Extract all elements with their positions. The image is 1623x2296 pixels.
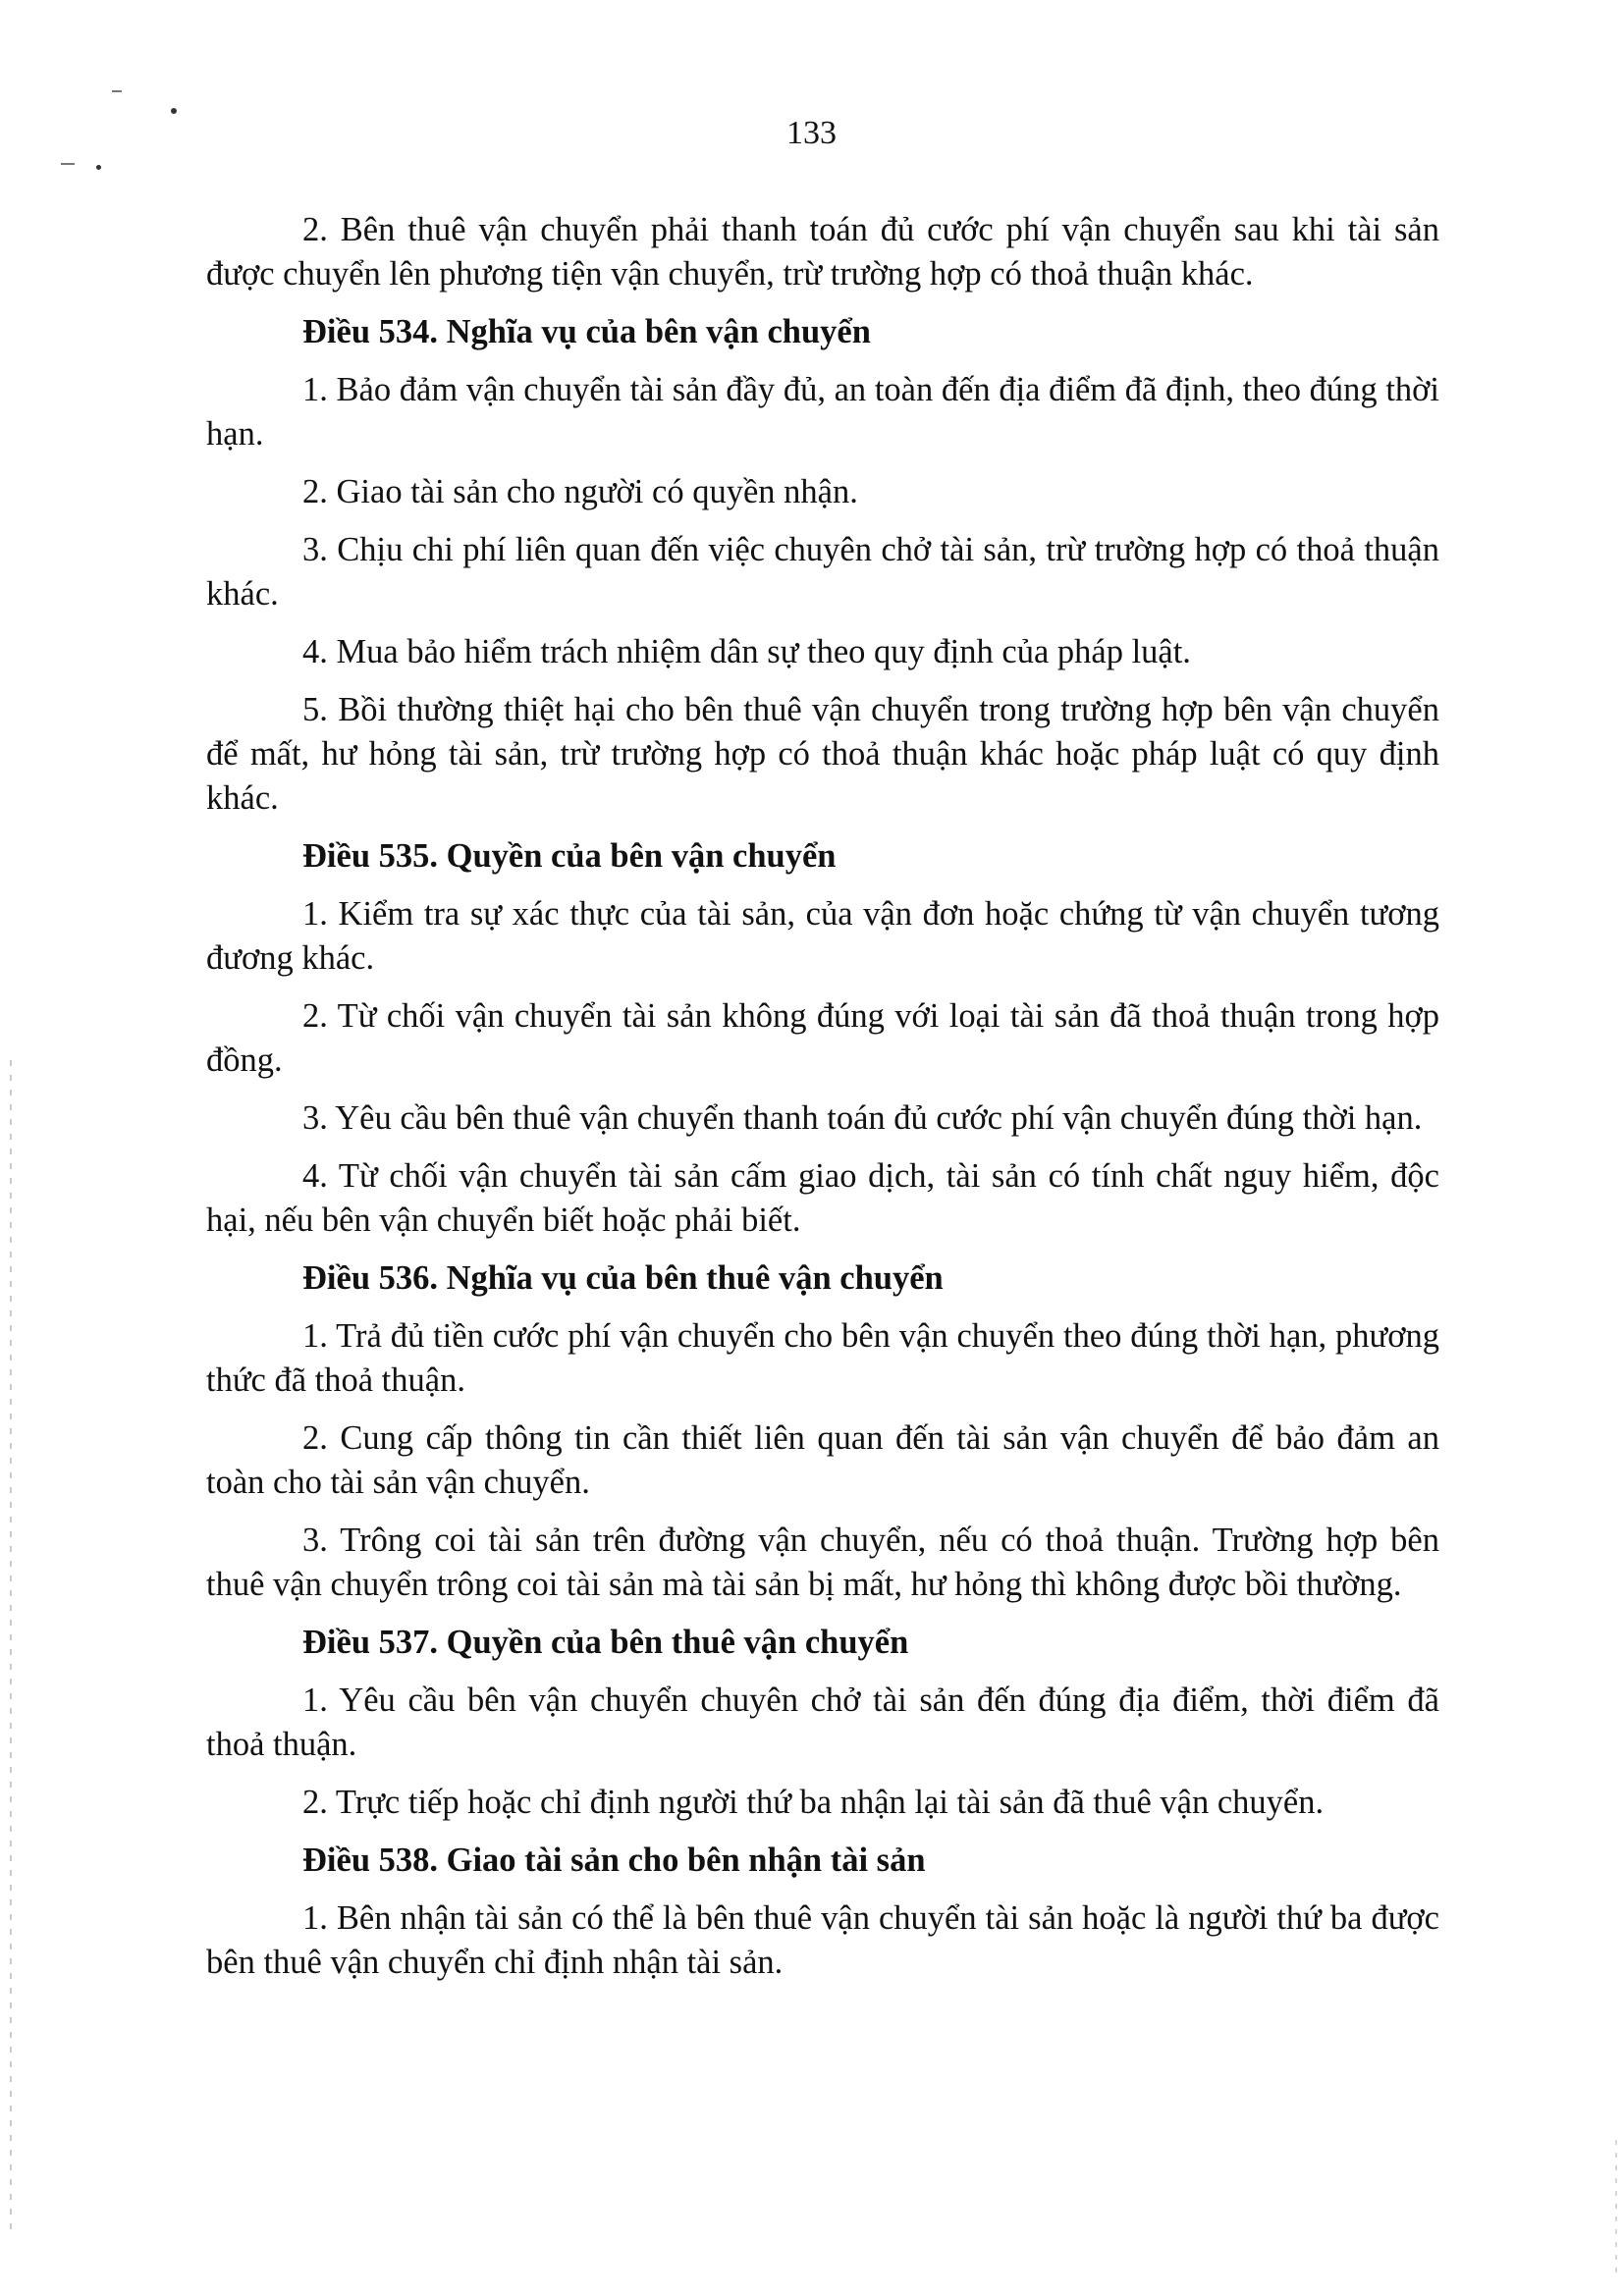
document-body	[206, 208, 1439, 1999]
paragraph: 3. Chịu chi phí liên quan đến việc chuyên chở tài sản, trừ trường hợp có thoả thuận khác.	[206, 531, 1439, 613]
article-heading: Điều 538. Giao tài sản cho bên nhận tài sản	[302, 1842, 926, 1879]
paragraph: 1. Bên nhận tài sản có thể là bên thuê vận chuyển tài sản hoặc là người thứ ba được bên thuê vận chuyển chỉ định nhận tài sản.	[206, 1899, 1439, 1981]
scan-mark	[61, 163, 75, 165]
paragraph: 2. Bên thuê vận chuyển phải thanh toán đủ cước phí vận chuyển sau khi tài sản được chuyển lên phương tiện vận chuyển, trừ trường hợp có thoả thuận khác.	[206, 211, 1439, 293]
paragraph: 4. Từ chối vận chuyển tài sản cấm giao dịch, tài sản có tính chất nguy hiểm, độc hại, nếu bên vận chuyển biết hoặc phải biết.	[206, 1157, 1439, 1239]
article-heading: Điều 534. Nghĩa vụ của bên vận chuyển	[302, 313, 871, 350]
paragraph: 5. Bồi thường thiệt hại cho bên thuê vận chuyển trong trường hợp bên vận chuyển để mất, hư hỏng tài sản, trừ trường hợp có thoả thuận khác hoặc pháp luật có quy định khác.	[206, 691, 1439, 817]
article-heading: Điều 536. Nghĩa vụ của bên thuê vận chuyển	[302, 1259, 944, 1297]
page-number: 133	[786, 115, 837, 151]
article-heading: Điều 537. Quyền của bên thuê vận chuyển	[302, 1624, 909, 1661]
scan-speck	[96, 165, 101, 170]
paragraph: 1. Bảo đảm vận chuyển tài sản đầy đủ, an toàn đến địa điểm đã định, theo đúng thời hạn.	[206, 371, 1439, 453]
paragraph: 3. Trông coi tài sản trên đường vận chuyển, nếu có thoả thuận. Trường hợp bên thuê vận chuyển trông coi tài sản mà tài sản bị mất, hư hỏng thì không được bồi thường.	[206, 1522, 1439, 1603]
paragraph: 1. Kiểm tra sự xác thực của tài sản, của vận đơn hoặc chứng từ vận chuyển tương đương khác.	[206, 895, 1439, 977]
paragraph: 4. Mua bảo hiểm trách nhiệm dân sự theo quy định của pháp luật.	[302, 633, 1191, 670]
paragraph: 2. Cung cấp thông tin cần thiết liên quan đến tài sản vận chuyển để bảo đảm an toàn cho tài sản vận chuyển.	[206, 1419, 1439, 1501]
scan-edge-noise	[1615, 2140, 1617, 2277]
paragraph: 1. Trả đủ tiền cước phí vận chuyển cho bên vận chuyển theo đúng thời hạn, phương thức đã thoả thuận.	[206, 1317, 1439, 1399]
paragraph: 1. Yêu cầu bên vận chuyển chuyên chở tài sản đến đúng địa điểm, thời điểm đã thoả thuận.	[206, 1682, 1439, 1763]
paragraph: 2. Giao tài sản cho người có quyền nhận.	[302, 473, 858, 510]
paragraph: 2. Trực tiếp hoặc chỉ định người thứ ba nhận lại tài sản đã thuê vận chuyển.	[302, 1784, 1325, 1821]
paragraph: 2. Từ chối vận chuyển tài sản không đúng với loại tài sản đã thoả thuận trong hợp đồng.	[206, 997, 1439, 1079]
scan-mark	[112, 90, 122, 92]
article-heading: Điều 535. Quyền của bên vận chuyển	[302, 837, 837, 875]
paragraph: 3. Yêu cầu bên thuê vận chuyển thanh toán đủ cước phí vận chuyển đúng thời hạn.	[302, 1099, 1423, 1137]
scan-edge-noise	[10, 1060, 12, 2238]
